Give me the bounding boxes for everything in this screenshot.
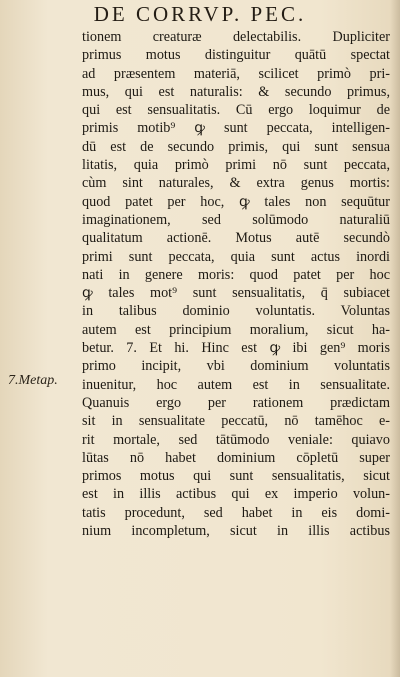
text-line: primis motib⁹ ꝙ sunt peccata, intelligen- — [82, 120, 390, 137]
text-line: primi sunt peccata, quia sunt actus inordi — [82, 248, 390, 265]
text-line: litatis, quia primò primi nō sunt peccata, — [82, 157, 390, 174]
text-line: sit in sensualitate peccatū, nō tamēhoc e- — [82, 413, 390, 430]
text-line: ꝙ tales mot⁹ sunt sensualitatis, q̄ subiacet — [82, 285, 390, 302]
page-edge-shadow — [390, 0, 400, 677]
text-line: autem est principium moralium, sicut ha- — [82, 321, 390, 338]
margin-note: 7.Metap. — [8, 373, 58, 388]
text-line: dū est de secundo primis, qui sunt sensua — [82, 138, 390, 155]
text-line: mus, qui est naturalis: & secundo primus, — [82, 83, 390, 100]
text-line: cùm sint naturales, & extra genus mortis: — [82, 175, 390, 192]
text-line: quod patet per hoc, ꝙ tales non sequūtur — [82, 193, 390, 210]
text-line: nium incompletum, sicut in illis actibus — [82, 523, 390, 540]
text-line: qui est sensualitatis. Cū ergo loquimur de — [82, 102, 390, 119]
text-line: primus motus distinguitur quātū spectat — [82, 47, 390, 64]
text-line: qualitatum actionē. Motus autē secundò — [82, 230, 390, 247]
text-line: primo incipit, vbi dominium voluntatis — [82, 358, 390, 375]
text-line: nati in genere moris: quod patet per hoc — [82, 266, 390, 283]
text-line: imaginationem, sed solūmodo naturaliū — [82, 211, 390, 228]
text-line: tatis procedunt, sed habet in eis domi- — [82, 504, 390, 521]
text-line: betur. 7. Et hi. Hinc est ꝙ ibi gen⁹ moris — [82, 340, 390, 357]
text-line: in talibus dominio voluntatis. Voluntas — [82, 303, 390, 320]
body-text — [82, 28, 390, 540]
text-line: inuenitur, hoc autem est in sensualitate. — [82, 376, 390, 393]
text-line: rit mortale, sed tātūmodo veniale: quiavo — [82, 431, 390, 448]
text-line: est in illis actibus qui ex imperio volun- — [82, 486, 390, 503]
text-line: tionem creaturæ delectabilis. Dupliciter — [82, 29, 390, 45]
running-head: DE CORRVP. PEC. — [93, 2, 307, 26]
text-line: primos motus qui sunt sensualitatis, sicut — [82, 468, 390, 485]
text-line: Quanuis ergo per rationem prædictam — [82, 394, 390, 411]
text-line: ad præsentem materiā, scilicet primò pri- — [82, 65, 390, 82]
text-line: lūtas nō habet dominium cōpletū super — [82, 449, 390, 466]
